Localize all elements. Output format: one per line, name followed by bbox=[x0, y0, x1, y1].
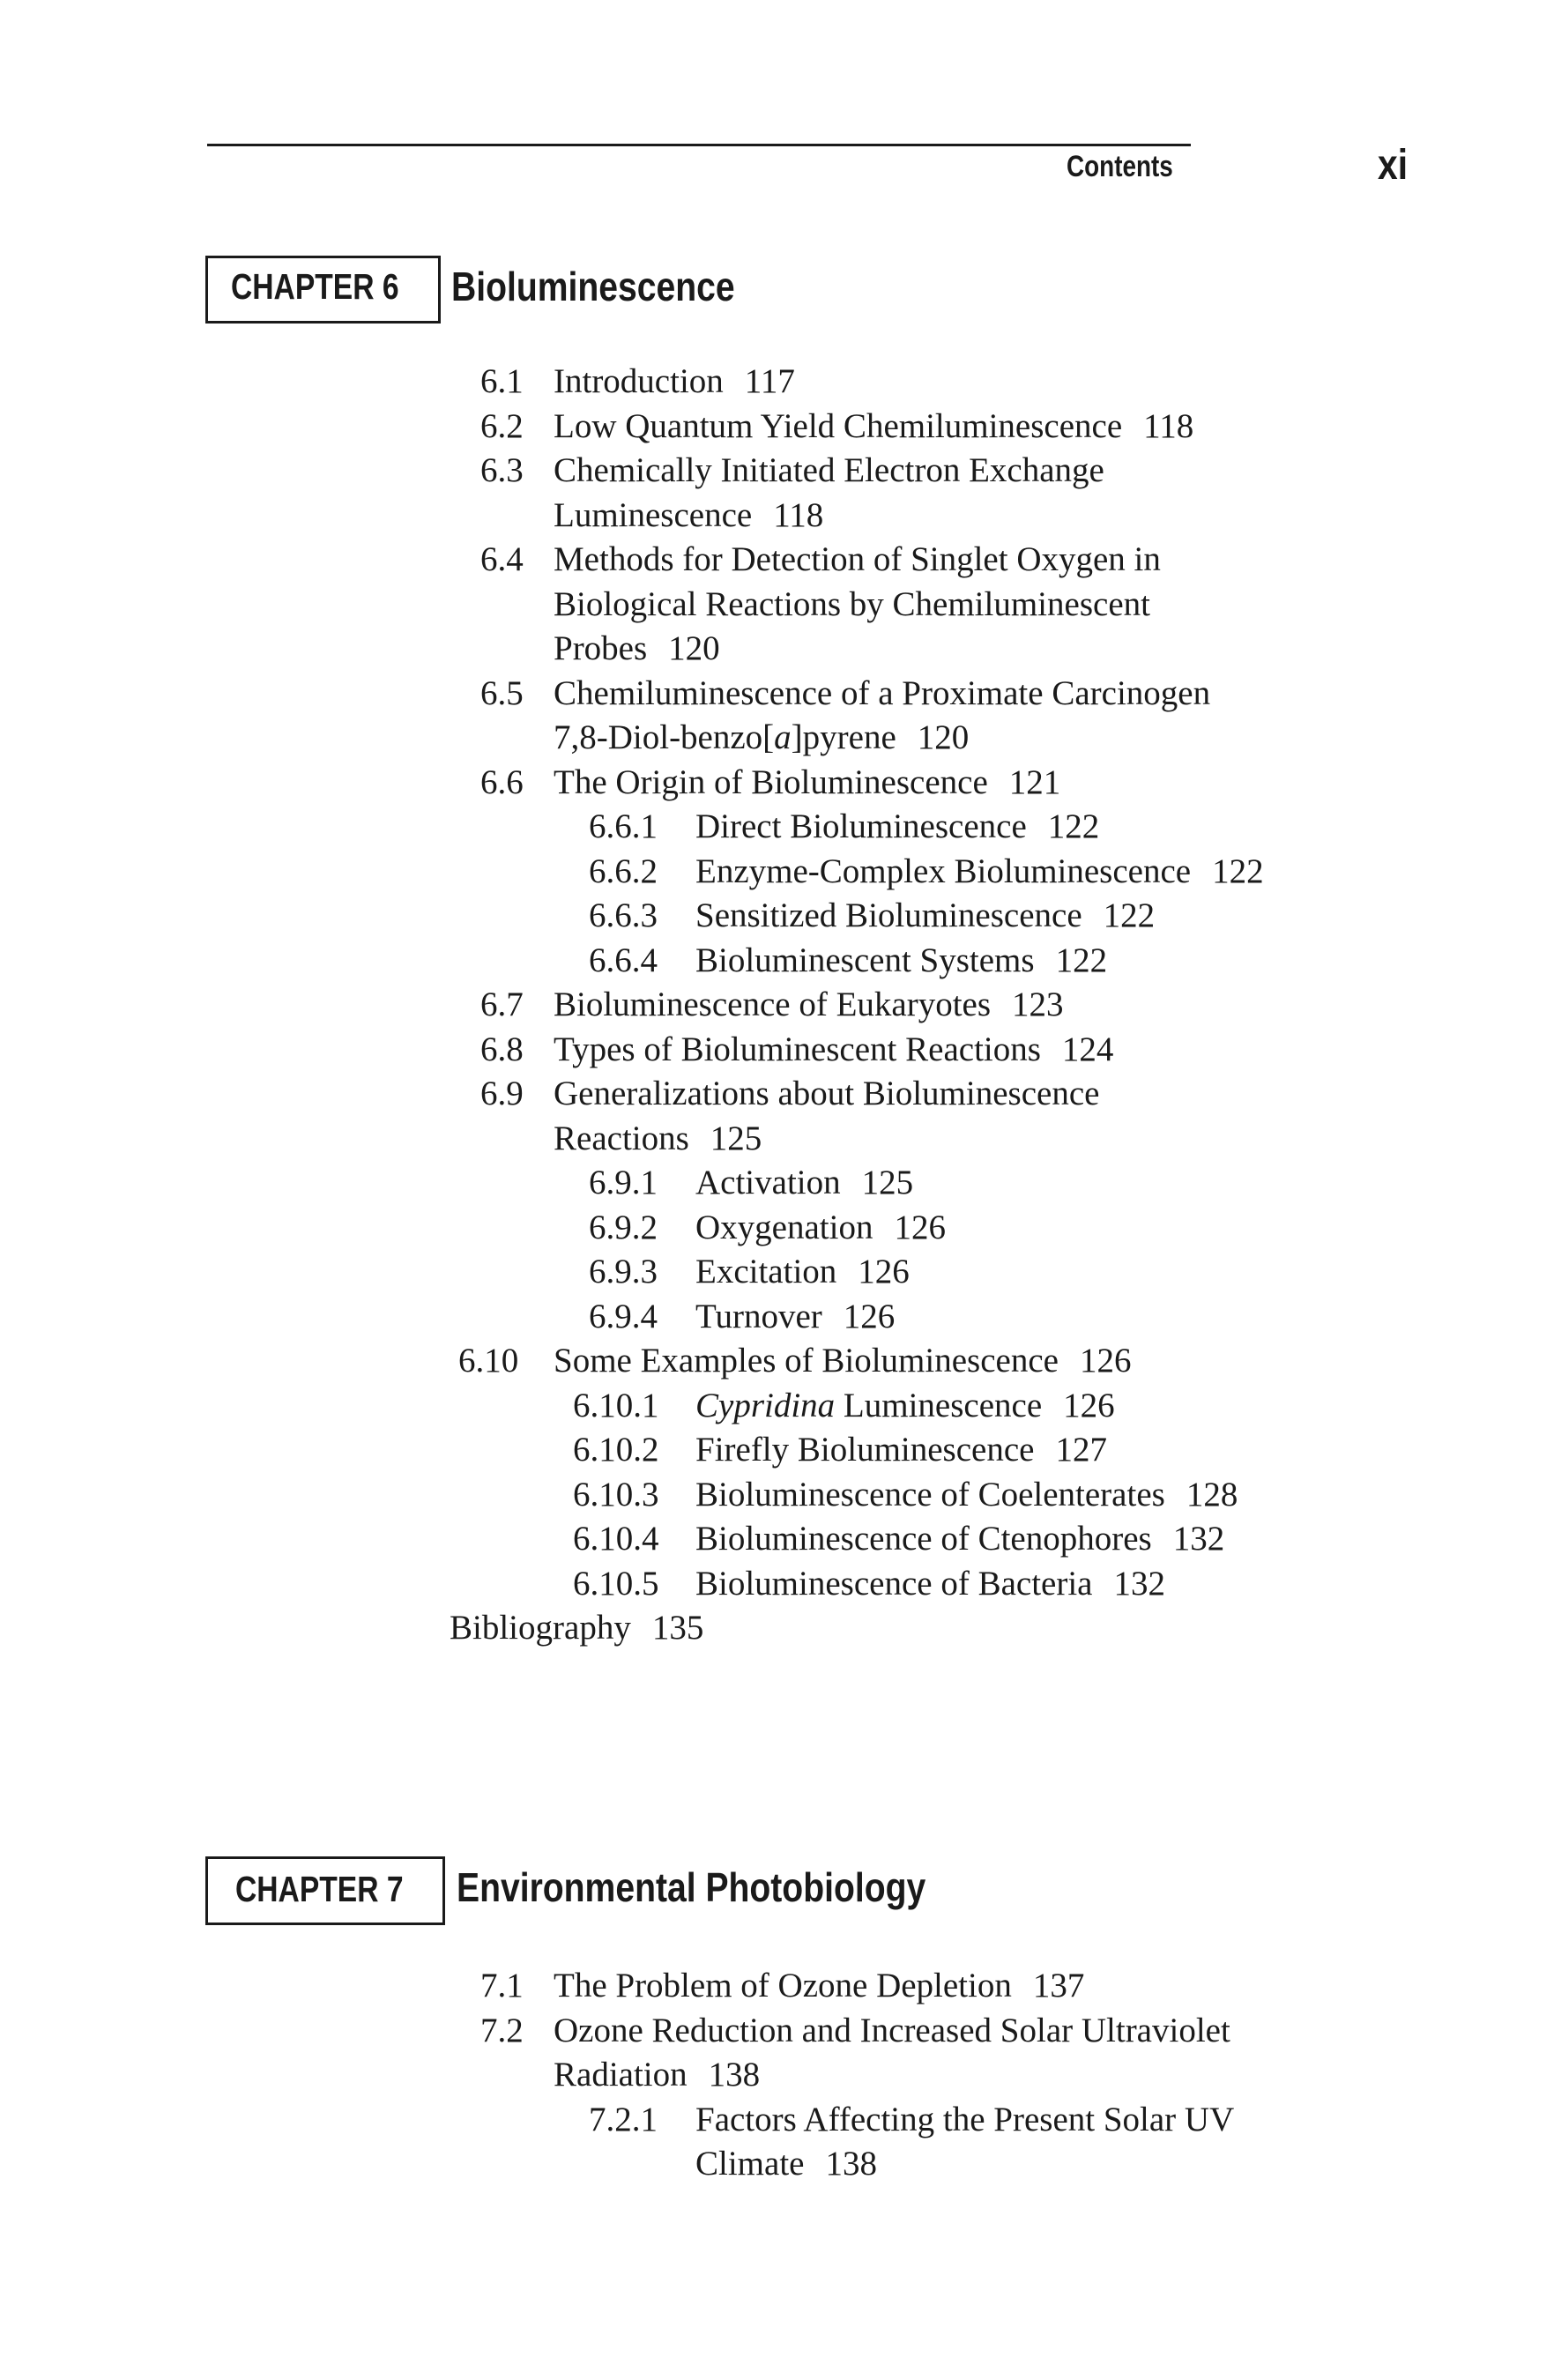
page-ref: 126 bbox=[1063, 1386, 1115, 1424]
toc-entry[interactable] bbox=[0, 1339, 1561, 1384]
section-number: 6.9.4 bbox=[589, 1297, 658, 1335]
section-title-line: Luminescence bbox=[554, 495, 753, 534]
page-ref: 121 bbox=[1008, 762, 1061, 801]
section-title: Bioluminescence of Eukaryotes bbox=[554, 985, 992, 1023]
italic-text: Cypridina bbox=[695, 1386, 836, 1424]
page-ref: 124 bbox=[1061, 1030, 1114, 1068]
toc-entry[interactable] bbox=[0, 1072, 1561, 1161]
section-number: 6.9.3 bbox=[589, 1253, 658, 1290]
toc-subentry[interactable] bbox=[0, 1473, 1561, 1518]
page-ref: 132 bbox=[1172, 1520, 1225, 1558]
section-title: Bioluminescent Systems bbox=[695, 941, 1035, 979]
section-title-line: Chemically Initiated Electron Exchange bbox=[554, 451, 1104, 489]
section-number: 6.9.2 bbox=[589, 1208, 658, 1246]
section-title: Enzyme-Complex Bioluminescence bbox=[695, 852, 1192, 890]
page-ref: 137 bbox=[1032, 1967, 1085, 2004]
section-title: Bibliography bbox=[450, 1609, 631, 1647]
page-ref: 123 bbox=[1012, 985, 1064, 1023]
section-title-line: Methods for Detection of Singlet Oxygen in bbox=[554, 540, 1161, 578]
section-number: 6.6 bbox=[480, 762, 524, 801]
page-ref: 122 bbox=[1047, 807, 1100, 845]
toc-entry[interactable] bbox=[0, 1964, 1561, 2009]
toc-entry[interactable] bbox=[0, 405, 1561, 450]
toc-subentry[interactable] bbox=[0, 939, 1561, 984]
chapter-7-label: CHAPTER 7 bbox=[235, 1869, 404, 1909]
section-title: Bioluminescence of Bacteria bbox=[695, 1564, 1093, 1603]
section-title: Some Examples of Bioluminescence bbox=[554, 1342, 1059, 1380]
section-title-line: Reactions bbox=[554, 1119, 689, 1157]
section-title: The Problem of Ozone Depletion bbox=[554, 1967, 1012, 2004]
section-title-line: Radiation bbox=[554, 2056, 688, 2094]
chapter-6-label: CHAPTER 6 bbox=[231, 266, 399, 307]
chapter-6-title: Bioluminescence bbox=[451, 264, 735, 309]
section-number: 6.7 bbox=[480, 985, 524, 1023]
page-ref: 122 bbox=[1055, 941, 1108, 979]
section-number: 6.5 bbox=[480, 673, 524, 712]
section-title-line: 7,8-Diol-benzo[ bbox=[554, 718, 775, 756]
toc-subentry[interactable] bbox=[0, 1161, 1561, 1206]
section-title: The Origin of Bioluminescence bbox=[554, 762, 988, 801]
page-ref: 122 bbox=[1212, 852, 1264, 890]
section-number: 6.2 bbox=[480, 406, 524, 445]
toc-subentry[interactable] bbox=[0, 1250, 1561, 1295]
section-number: 6.10.4 bbox=[573, 1520, 659, 1558]
section-number: 6.10.2 bbox=[573, 1431, 659, 1469]
section-number: 6.8 bbox=[480, 1030, 524, 1068]
section-number: 6.6.3 bbox=[589, 896, 658, 934]
section-number: 6.6.2 bbox=[589, 852, 658, 890]
section-title-line: Biological Reactions by Chemiluminescent bbox=[554, 584, 1150, 623]
section-number: 7.2.1 bbox=[589, 2100, 658, 2138]
toc-entry[interactable] bbox=[0, 672, 1561, 761]
page-ref: 122 bbox=[1103, 896, 1156, 934]
toc-subentry[interactable] bbox=[0, 850, 1561, 895]
section-number: 6.10.1 bbox=[573, 1386, 659, 1424]
page-ref: 118 bbox=[1143, 406, 1194, 445]
page-ref: 126 bbox=[858, 1253, 910, 1290]
section-number: 6.10 bbox=[458, 1342, 519, 1380]
section-number: 6.10.5 bbox=[573, 1564, 659, 1603]
page-ref: 132 bbox=[1113, 1564, 1165, 1603]
section-title-line: ]pyrene bbox=[791, 718, 896, 756]
toc-subentry[interactable] bbox=[0, 1206, 1561, 1251]
toc-subentry[interactable] bbox=[0, 805, 1561, 850]
section-number: 6.4 bbox=[480, 540, 524, 578]
toc-entry[interactable] bbox=[0, 2009, 1561, 2098]
section-title: Introduction bbox=[554, 362, 724, 400]
section-title: Oxygenation bbox=[695, 1208, 873, 1246]
page-ref: 117 bbox=[744, 362, 795, 400]
toc-subentry[interactable] bbox=[0, 1562, 1561, 1607]
page-ref: 125 bbox=[710, 1119, 762, 1157]
chapter-6-contents bbox=[0, 360, 1561, 1651]
toc-subentry[interactable] bbox=[0, 1517, 1561, 1562]
section-title: Types of Bioluminescent Reactions bbox=[554, 1030, 1041, 1068]
section-title: Firefly Bioluminescence bbox=[695, 1431, 1035, 1469]
section-title: Low Quantum Yield Chemiluminescence bbox=[554, 406, 1123, 445]
section-number: 6.9 bbox=[480, 1075, 524, 1112]
page-ref: 126 bbox=[1079, 1342, 1132, 1380]
page-ref: 125 bbox=[861, 1164, 914, 1201]
section-title-line: Climate bbox=[695, 2145, 805, 2183]
page-ref: 127 bbox=[1055, 1431, 1107, 1469]
section-title: Turnover bbox=[695, 1297, 822, 1335]
toc-entry-bibliography[interactable] bbox=[0, 1606, 1561, 1651]
section-title-line: Ozone Reduction and Increased Solar Ultraviolet bbox=[554, 2011, 1230, 2049]
page-ref: 120 bbox=[917, 718, 970, 756]
section-number: 6.9.1 bbox=[589, 1164, 658, 1201]
running-head: Contents bbox=[1067, 150, 1173, 183]
section-title-line: Probes bbox=[554, 629, 648, 667]
chapter-7-contents bbox=[0, 1964, 1561, 2187]
section-title-line: Generalizations about Bioluminescence bbox=[554, 1075, 1100, 1112]
toc-subentry[interactable] bbox=[0, 1295, 1561, 1340]
section-title-line: Chemiluminescence of a Proximate Carcinogen bbox=[554, 673, 1211, 712]
chapter-7-title: Environmental Photobiology bbox=[457, 1864, 926, 1910]
toc-subentry[interactable] bbox=[0, 1428, 1561, 1473]
page-number: xi bbox=[1378, 142, 1409, 189]
toc-entry[interactable] bbox=[0, 1028, 1561, 1073]
page-ref: 138 bbox=[825, 2145, 877, 2183]
page-ref: 126 bbox=[843, 1297, 896, 1335]
section-title: Bioluminescence of Coelenterates bbox=[695, 1475, 1165, 1514]
section-number: 7.1 bbox=[480, 1967, 524, 2004]
page-ref: 126 bbox=[894, 1208, 946, 1246]
section-title-line: Factors Affecting the Present Solar UV bbox=[695, 2100, 1235, 2138]
section-title: Activation bbox=[695, 1164, 841, 1201]
toc-subentry[interactable] bbox=[0, 1384, 1561, 1429]
toc-entry[interactable] bbox=[0, 538, 1561, 672]
toc-entry[interactable] bbox=[0, 360, 1561, 405]
section-number: 6.10.3 bbox=[573, 1475, 659, 1514]
page-ref: 120 bbox=[668, 629, 720, 667]
toc-entry[interactable] bbox=[0, 761, 1561, 806]
header-rule bbox=[207, 144, 1191, 146]
section-title: Direct Bioluminescence bbox=[695, 807, 1027, 845]
italic-text: a bbox=[774, 718, 792, 756]
page-ref: 138 bbox=[708, 2056, 761, 2094]
page-ref: 128 bbox=[1186, 1475, 1238, 1514]
section-title: Sensitized Bioluminescence bbox=[695, 896, 1082, 934]
toc-subentry[interactable] bbox=[0, 2098, 1561, 2187]
page-ref: 118 bbox=[773, 495, 824, 534]
section-title: Excitation bbox=[695, 1253, 837, 1290]
toc-subentry[interactable] bbox=[0, 894, 1561, 939]
section-number: 7.2 bbox=[480, 2011, 524, 2049]
section-number: 6.1 bbox=[480, 362, 524, 400]
toc-entry[interactable] bbox=[0, 983, 1561, 1028]
section-title: Luminescence bbox=[835, 1386, 1043, 1424]
section-number: 6.6.1 bbox=[589, 807, 658, 845]
toc-entry[interactable] bbox=[0, 449, 1561, 538]
section-number: 6.3 bbox=[480, 451, 524, 489]
page-ref: 135 bbox=[651, 1609, 704, 1647]
section-number: 6.6.4 bbox=[589, 941, 658, 979]
section-title: Bioluminescence of Ctenophores bbox=[695, 1520, 1152, 1558]
